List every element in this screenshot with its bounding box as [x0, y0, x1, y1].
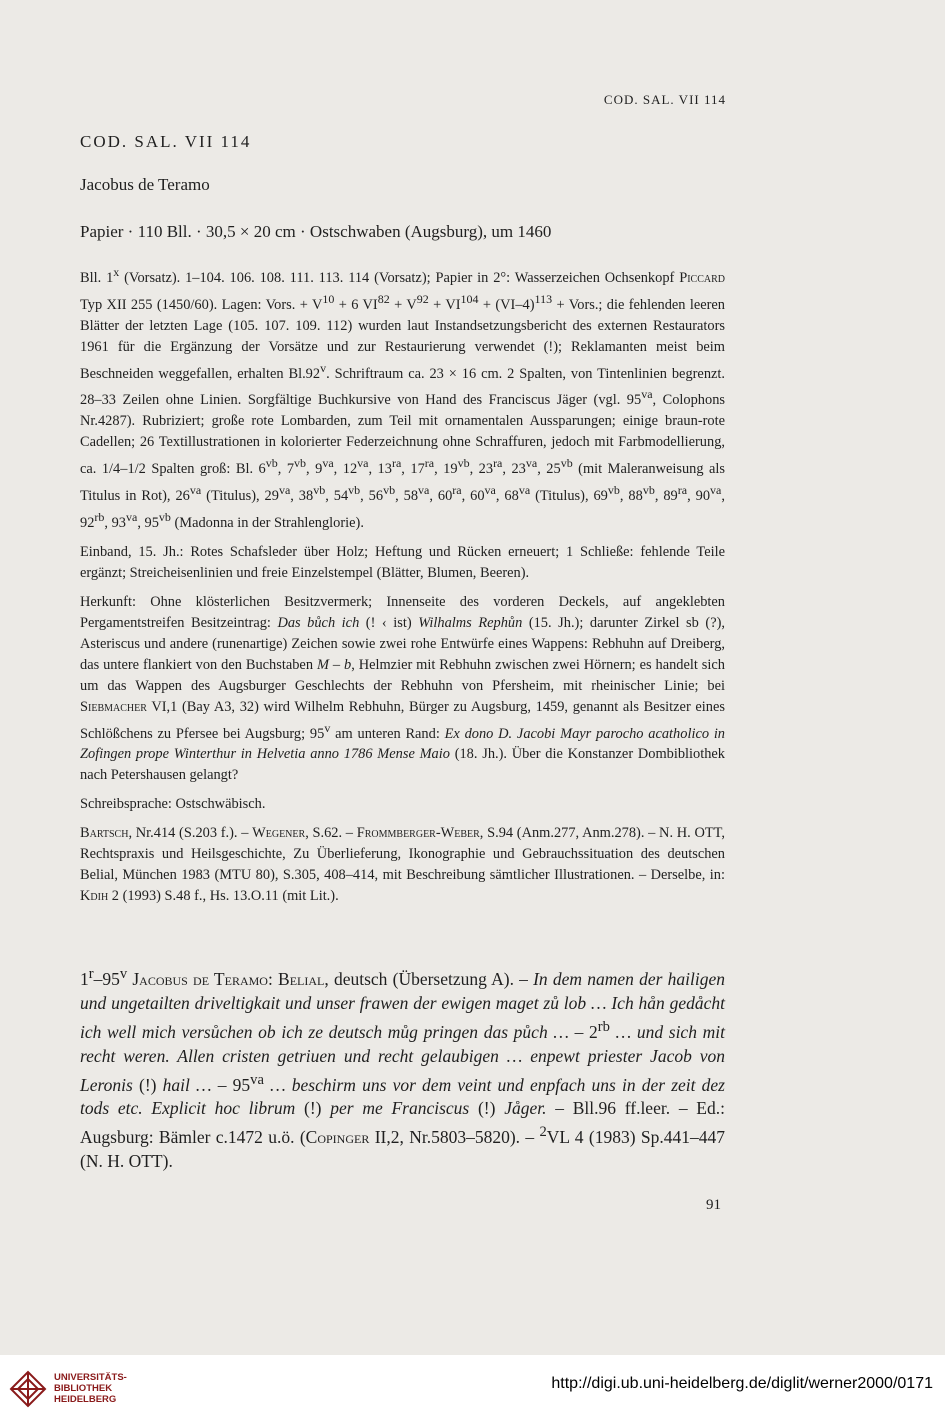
source-url-link[interactable]: http://digi.ub.uni-heidelberg.de/diglit/werner2000/0171 — [551, 1375, 933, 1392]
physical-description: Papier · 110 Bll. · 30,5 × 20 cm · Ostschwaben (Augsburg), um 1460 — [80, 222, 552, 241]
language-paragraph: Schreibsprache: Ostschwäbisch. — [80, 796, 266, 813]
description-body — [80, 262, 725, 915]
author-heading: Jacobus de Teramo — [80, 175, 210, 194]
provenance-paragraph: Herkunft: Ohne klösterlichen Besitzvermerk; Innenseite des vorderen Deckels, auf angeklebten Pergamentstreifen Besitzeintrag: Das bůch ich (! ‹ ist) Wilhalms Rephůn (15. Jh.); darunter Zirkel sb (?), Asteriscus und andere (runenartige) Zeichen sowie zwei rohe Entwürfe eines Wappens: Rebhuhn auf Dreiberg, das untere flankiert von den Buchstaben M – b, Helmzier mit Rebhuhn zwischen zwei Hörnern; es handelt sich um das Wappen des Augsburger Geschlechts der Rebhuhn von Pfersheim, mit rheinischer Linie; bei Siebmacher VI,1 (Bay A3, 32) wird Wilhelm Rebhuhn, Bürger zu Augsburg, 1459, genannt als Besitzer eines Schlößchens zu Pfersee bei Augsburg; 95$^v$ am unteren Rand: Ex dono D. Jacobi Mayr parocho acatholico in Zofingen prope Winterthur in Helvetia anno 1786 Mense Maio (18. Jh.). Über die Konstanzer Dombibliothek nach Petershausen gelangt? — [80, 593, 726, 784]
library-name-line: UNIVERSITÄTS- — [54, 1372, 127, 1383]
page-number: 91 — [706, 1197, 721, 1213]
bibliography-paragraph: Bartsch, Nr.414 (S.203 f.). – Wegener, S.62. – Frommberger-Weber, S.94 (Anm.277, Anm.278). – N. H. OTT, Rechtspraxis und Heilsgeschichte, Zu Überlieferung, Ikonographie und Gebrauchssituation des deutschen Belial, München 1983 (MTU 80), S.305, 408–414, mit Beschreibung sämtlicher Illustrationen. – Derselbe, in: Kdih 2 (1993) S.48 f., Hs. 13.O.11 (mit Lit.). — [80, 825, 725, 905]
running-head: COD. SAL. VII 114 — [603, 92, 726, 107]
shelfmark-title: COD. SAL. VII 114 — [80, 132, 252, 151]
library-name — [54, 1372, 127, 1405]
library-name-line: BIBLIOTHEK — [54, 1383, 113, 1394]
footer-bar — [0, 1355, 945, 1421]
binding-paragraph: Einband, 15. Jh.: Rotes Schafsleder über Holz; Heftung und Rücken erneuert; 1 Schließe: fehlende Teile ergänzt; Streicheisenlinien und freie Einzelstempel (Blätter, Blumen, Beeren). — [80, 543, 725, 581]
content-entry: 1$^r$–95$^v$ Jacobus de Teramo: Belial, deutsch (Übersetzung A). – In dem namen der hailigen und ungetailten driveltigkait und unser frawen der ewigen maget zů lob … Ich hån gedåcht ich well mich versůchen ob ich ze deutsch můg pringen das půch … – $2^{rb}$ … und sich mit recht weren. Allen cristen getriuen und recht gelaubigen … enpewt priester Jacob von Leronis (!) hail … – $95^{va}$ … beschirm uns vor dem veint und enpfach uns in der zeit dez tods etc. Explicit hoc librum (!) per me Franciscus (!) Jåger. – Bll.96 ff.leer. – Ed.: Augsburg: Bämler c.1472 u.ö. (Copinger II,2, Nr.5803–5820). – $^2$VL 4 (1983) Sp.441–447 (N. H. OTT). — [80, 966, 725, 1172]
university-library-logo-icon — [8, 1369, 48, 1409]
library-name-line: HEIDELBERG — [54, 1394, 117, 1405]
codicology-paragraph: Bll. 1$^x$ (Vorsatz). 1–104. 106. 108. 111. 113. 114 (Vorsatz); Papier in 2°: Wasserzeichen Ochsenkopf Piccard Typ XII 255 (1450/60). Lagen: Vors. + $V^{10} + 6$ $VI^{82} + V^{92} + VI^{104} + (VI-4)^{113}$ + Vors.; die fehlenden leeren Blätter der letzten Lage (105. 107. 109. 112) wurden laut Instandsetzungsbericht des externen Restaurators 1961 für die Ergänzung der Vorsätze und zur Restaurierung verwendet (!); Reklamanten meist beim Beschneiden weggefallen, erhalten Bl.92$^v$. Schriftraum ca. 23 × 16 cm. 2 Spalten, von Tintenlinien begrenzt. 28–33 Zeilen ohne Linien. Sorgfältige Buchkursive von Hand des Franciscus Jäger (vgl. $95^{va}$, Colophons Nr.4287). Rubriziert; große rote Lombarden, zum Teil mit ornamentalen Aussparungen; einige braun-rote Cadellen; 26 Textillustrationen in kolorierter Federzeichnung ohne Schraffuren, jedoch mit Farbmodellierung, ca. 1/4–1/2 Spalten groß: Bl. $6^{vb}$, $7^{vb}$, $9^{va}$, $12^{va}$, $13^{ra}$, $17^{ra}$, $19^{vb}$, $23^{ra}$, $23^{va}$, $25^{vb}$ (mit Maleranweisung als Titulus in Rot), $26^{va}$ (Titulus), $29^{va}$, $38^{vb}$, $54^{vb}$, $56^{vb}$, $58^{va}$, $60^{ra}$, $60^{va}$, $68^{va}$ (Titulus), $69^{vb}$, $88^{vb}$, $89^{ra}$, $90^{va}$, $92^{rb}$, $93^{va}$, $95^{vb}$ (Madonna in der Strahlenglorie). — [80, 265, 726, 531]
